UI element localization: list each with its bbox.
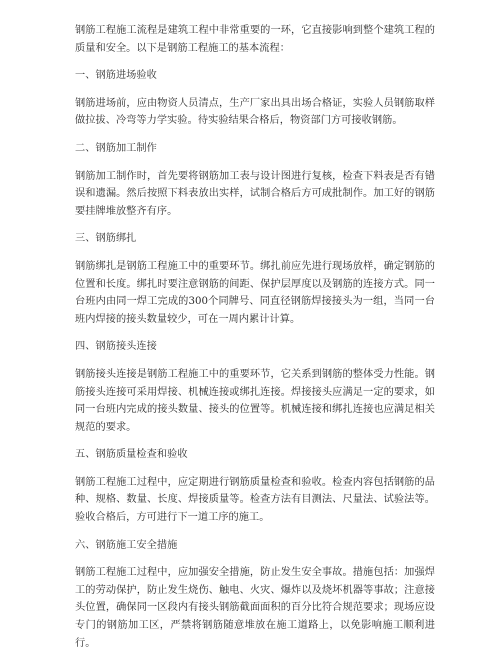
section-body-2: 钢筋加工制作时，首先要将钢筋加工表与设计图进行复核，检查下料表是否有错误和遗漏。然后按照下料表放出实样，试制合格后方可成批制作。加工好的钢筋要挂牌堆放整齐有序。 <box>75 170 435 217</box>
section-heading-5: 五、钢筋质量检查和验收 <box>75 449 188 461</box>
document-content <box>75 22 435 662</box>
section-heading-1: 一、钢筋进场验收 <box>75 70 157 82</box>
section-heading-3: 三、钢筋绑扎 <box>75 233 137 245</box>
section-body-6: 钢筋工程施工过程中，应加强安全措施，防止发生安全事故。措施包括：加强焊工的劳动保护，防止发生烧伤、触电、火灾、爆炸以及烧坏机器等事故；注意接头位置，确保同一区段内有接头钢筋截面面积的百分比符合规范要求；现场应设专门的钢筋加工区，严禁将钢筋随意堆放在施工道路上，以免影响施工顺利进行。 <box>75 567 435 649</box>
section-body-4: 钢筋接头连接是钢筋工程施工中的重要环节，它关系到钢筋的整体受力性能。钢筋接头连接可采用焊接、机械连接或绑扎连接。焊接接头应满足一定的要求，如同一台班内完成的接头数量、接头的位置等。机械连接和绑扎连接也应满足相关规范的要求。 <box>75 368 435 433</box>
section-heading-6: 六、钢筋施工安全措施 <box>75 539 178 551</box>
section-heading-2: 二、钢筋加工制作 <box>75 142 157 154</box>
intro-paragraph: 钢筋工程施工流程是建筑工程中非常重要的一环，它直接影响到整个建筑工程的质量和安全。以下是钢筋工程施工的基本流程： <box>75 25 435 54</box>
section-heading-4: 四、钢筋接头连接 <box>75 341 157 353</box>
section-body-1: 钢筋进场前，应由物资人员清点，生产厂家出具出场合格证，实验人员钢筋取样做拉拔、冷弯等力学实验。待实验结果合格后，物资部门方可接收钢筋。 <box>75 97 435 127</box>
section-body-3: 钢筋绑扎是钢筋工程施工中的重要环节。绑扎前应先进行现场放样，确定钢筋的位置和长度。绑扎时要注意钢筋的间距、保护层厚度以及钢筋的连接方式。同一台班内由同一焊工完成的300个同牌号、同直径钢筋焊接接头为一组，当同一台班内焊接的接头数量较少，可在一周内累计计算。 <box>75 260 435 325</box>
section-body-5: 钢筋工程施工过程中，应定期进行钢筋质量检查和验收。检查内容包括钢筋的品种、规格、数量、长度、焊接质量等。检查方法有目测法、尺量法、试验法等。验收合格后，方可进行下一道工序的施工。 <box>75 476 435 524</box>
